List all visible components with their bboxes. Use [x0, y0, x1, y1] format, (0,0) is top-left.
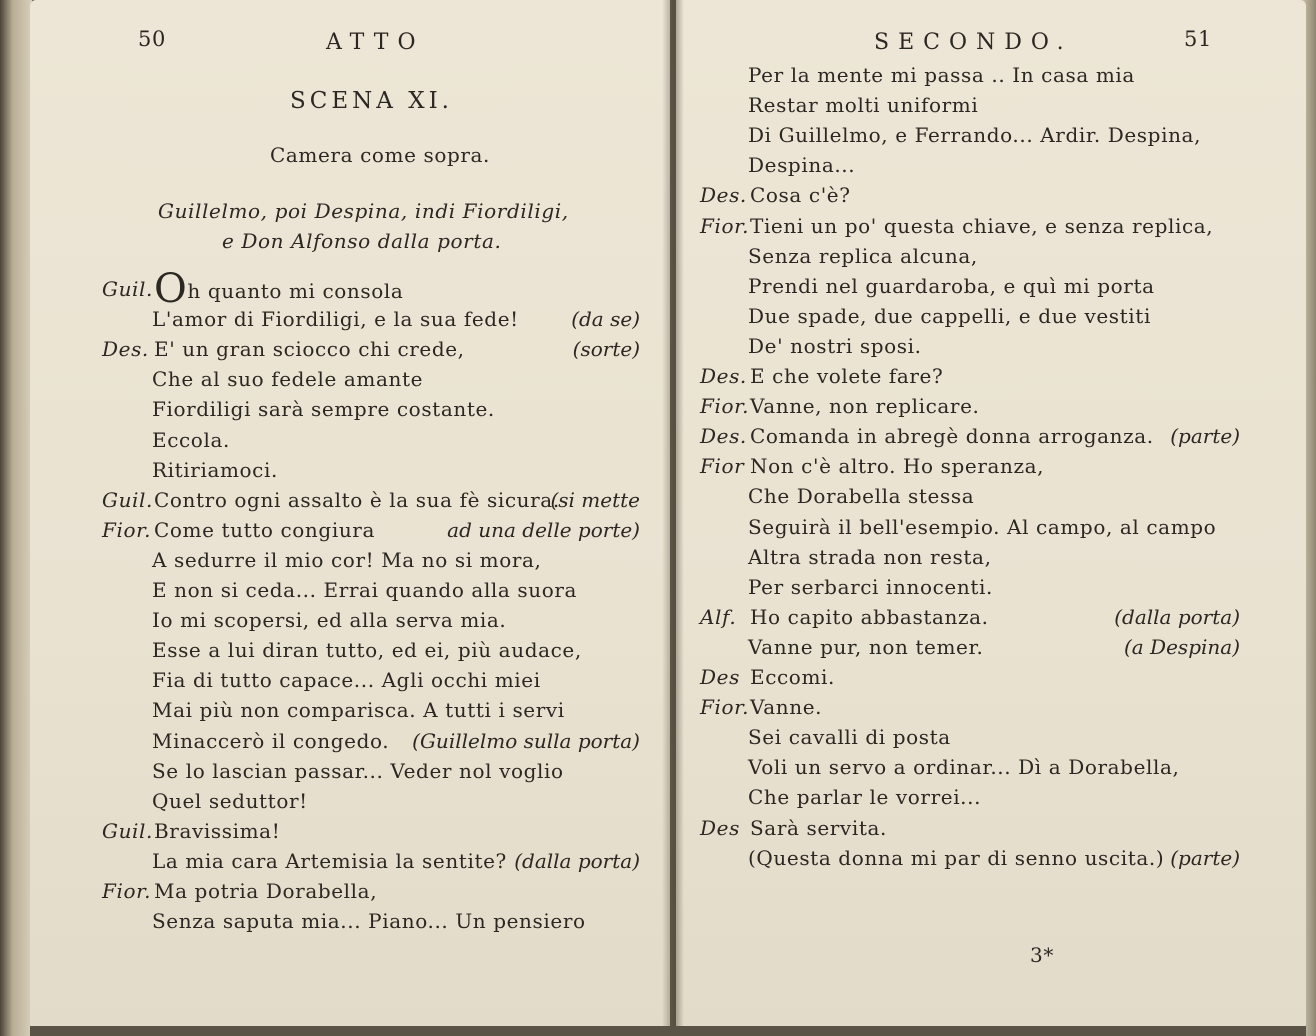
stage-direction: ad una delle porte): [447, 517, 640, 542]
book-bottom-edge: [30, 1026, 1306, 1036]
scene-setting: Camera come sopra.: [270, 143, 491, 167]
verse-line: Vanne pur, non temer.: [748, 634, 984, 659]
verse-line: Bravissima!: [154, 818, 281, 843]
verse-line: Ma potria Dorabella,: [154, 879, 378, 903]
verse-line: La mia cara Artemisia la sentite?: [152, 848, 507, 873]
verse-line: Prendi nel guardaroba, e quì mi porta: [748, 273, 1155, 298]
verse-line: Esse a lui diran tutto, ed ei, più audace,: [152, 638, 582, 663]
verse-line: Fia di tutto capace... Agli occhi miei: [152, 668, 541, 693]
verse-line: Restar molti uniformi: [748, 93, 979, 118]
verse-line: Contro ogni assalto è la sua fè sicura.: [154, 487, 560, 512]
characters-line-1: Guillelmo, poi Despina, indi Fiordiligi,: [158, 199, 569, 223]
page-number-left: 50: [138, 27, 166, 51]
verse-line: Vanne.: [750, 695, 823, 720]
verse-line: E che volete fare?: [750, 364, 944, 388]
verse-line: Per serbarci innocenti.: [748, 574, 993, 599]
verse-line: Non c'è altro. Ho speranza,: [750, 454, 1045, 479]
verse-line: Despina...: [748, 153, 856, 178]
verse-line: Ho capito abbastanza.: [750, 604, 989, 629]
speaker-label: Guil.: [102, 818, 154, 843]
verse-line: Che Dorabella stessa: [748, 484, 975, 509]
speaker-label: Des.: [700, 183, 747, 208]
verse-line: Per la mente mi passa .. In casa mia: [748, 63, 1135, 87]
speaker-label: Fior.: [102, 517, 152, 542]
verse-line: Mai più non comparisca. A tutti i servi: [152, 698, 565, 723]
verse-line: E' un gran sciocco chi crede,: [154, 337, 465, 362]
verse-line: Quel seduttor!: [152, 788, 308, 813]
speaker-label: Fior.: [102, 879, 152, 903]
verse-line: Di Guillelmo, e Ferrando... Ardir. Despina,: [748, 123, 1202, 148]
book-left-edge: [0, 0, 32, 1036]
speaker-label: Guil.: [102, 277, 154, 301]
verse-line: Cosa c'è?: [750, 183, 851, 208]
verse-line: L'amor di Fiordiligi, e la sua fede!: [152, 307, 519, 332]
right-page: [676, 0, 1306, 1030]
book-gutter: [662, 0, 684, 1036]
verse-line: Minaccerò il congedo.: [152, 728, 390, 753]
page-number-right: 51: [1184, 27, 1212, 51]
stage-direction: (parte): [1170, 424, 1240, 449]
verse-line: Tieni un po' questa chiave, e senza replica,: [750, 213, 1214, 238]
speaker-label: Alf.: [700, 604, 737, 629]
verse-line: Che parlar le vorrei...: [748, 785, 982, 810]
verse-line: Eccola.: [152, 427, 230, 452]
speaker-label: Fior.: [700, 394, 750, 419]
verse-line: De' nostri sposi.: [748, 333, 922, 358]
speaker-label: Des: [700, 815, 740, 840]
verse-line: Eccomi.: [750, 665, 835, 689]
verse-line: Senza saputa mia... Piano... Un pensiero: [152, 909, 586, 934]
verse-line: Io mi scopersi, ed alla serva mia.: [152, 608, 507, 633]
stage-direction: (parte): [1170, 845, 1240, 870]
verse-line: Sei cavalli di posta: [748, 725, 951, 750]
verse-line: Come tutto congiura: [154, 517, 375, 542]
stage-direction: (Guillelmo sulla porta): [412, 728, 640, 753]
speaker-label: Des.: [700, 364, 747, 388]
verse-line: (Questa donna mi par di senno uscita.): [748, 845, 1165, 870]
characters-line-2: e Don Alfonso dalla porta.: [222, 229, 502, 253]
running-head-left: ATTO: [326, 30, 425, 55]
stage-direction: (si mette: [550, 487, 640, 512]
verse-line: Altra strada non resta,: [748, 544, 992, 569]
verse-line: Voli un servo a ordinar... Dì a Dorabella,: [748, 755, 1180, 780]
verse-line: Senza replica alcuna,: [748, 243, 978, 268]
verse-line: Ritiriamoci.: [152, 457, 278, 482]
verse-line: Seguirà il bell'esempio. Al campo, al campo: [748, 514, 1217, 539]
speaker-label: Des: [700, 665, 740, 689]
verse-line: Sarà servita.: [750, 815, 887, 840]
signature-mark: 3*: [1030, 943, 1054, 967]
stage-direction: (da se): [571, 307, 640, 332]
verse-line: Comanda in abregè donna arroganza.: [750, 424, 1154, 449]
stage-direction: (a Despina): [1123, 634, 1240, 659]
stage-direction: (sorte): [572, 337, 640, 362]
verse-line: Che al suo fedele amante: [152, 367, 424, 392]
verse-line: Due spade, due cappelli, e due vestiti: [748, 303, 1151, 328]
verse-line: Fiordiligi sarà sempre costante.: [152, 397, 495, 422]
speaker-label: Des.: [102, 337, 149, 362]
stage-direction: (dalla porta): [514, 848, 640, 873]
drop-capital: O: [154, 266, 188, 312]
verse-line: A sedurre il mio cor! Ma no si mora,: [152, 547, 542, 572]
verse-line: Vanne, non replicare.: [750, 394, 980, 419]
speaker-label: Fior.: [700, 695, 750, 720]
scene-title: SCENA XI.: [290, 88, 453, 114]
verse-line: Se lo lascian passar... Veder nol voglio: [152, 758, 564, 783]
speaker-label: Des.: [700, 424, 747, 449]
speaker-label: Guil.: [102, 487, 154, 512]
running-head-right: SECONDO.: [874, 30, 1073, 55]
speaker-label: Fior.: [700, 213, 750, 238]
stage-direction: (dalla porta): [1114, 604, 1240, 629]
verse-line: E non si ceda... Errai quando alla suora: [152, 578, 578, 602]
verse-line: Oh quanto mi consola: [154, 266, 404, 312]
speaker-label: Fior: [700, 454, 745, 479]
left-page: [30, 0, 670, 1030]
